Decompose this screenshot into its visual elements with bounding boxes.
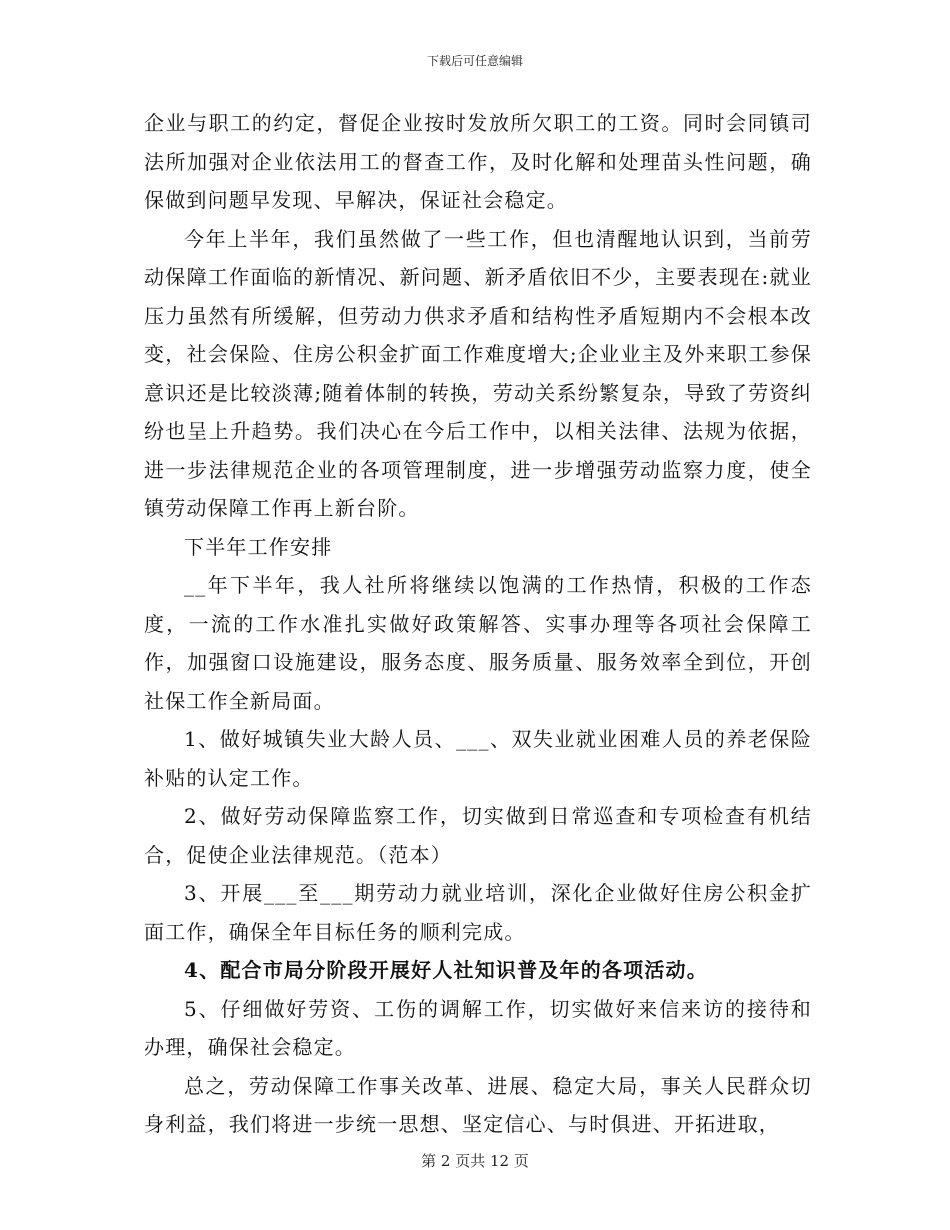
paragraph-continuation: 企业与职工的约定，督促企业按时发放所欠职工的工资。同时会同镇司法所加强对企业依法用工的督查工作，及时化解和处理苗头性问题，确保做到问题早发现、早解决，保证社会稳定。 — [144, 111, 812, 212]
section-heading-second-half-plan: 下半年工作安排 — [184, 534, 333, 559]
paragraph-first-half-review: 今年上半年，我们虽然做了一些工作，但也清醒地认识到，当前劳动保障工作面临的新情况、新问题、新矛盾依旧不少，主要表现在:就业压力虽然有所缓解，但劳动力供求矛盾和结构性矛盾短期内不会根本改变，社会保险、住房公积金扩面工作难度增大;企业业主及外来职工参保意识还是比较淡薄;随着体制的转换，劳动关系纷繁复杂，导致了劳资纠纷也呈上升趋势。我们决心在今后工作中，以相关法律、法规为依据，进一步法律规范企业的各项管理制度，进一步增强劳动监察力度，使全镇劳动保障工作再上新台阶。 — [144, 226, 812, 520]
paragraph-second-half-intro: __年下半年，我人社所将继续以饱满的工作热情，积极的工作态度，一流的工作水准扎实做好政策解答、实事办理等各项社会保障工作，加强窗口设施建设，服务态度、服务质量、服务效率全到位，开创社保工作全新局面。 — [144, 573, 812, 713]
document-body — [144, 104, 812, 1144]
list-item-5: 5、仔细做好劳资、工伤的调解工作，切实做好来信来访的接待和办理，确保社会稳定。 — [144, 996, 812, 1059]
list-item-2: 2、做好劳动保障监察工作，切实做到日常巡查和专项检查有机结合，促使企业法律规范。（范本） — [144, 804, 812, 867]
list-item-4: 4、配合市局分阶段开展好人社知识普及年的各项活动。 — [184, 958, 708, 982]
paragraph-conclusion: 总之，劳动保障工作事关改革、进展、稳定大局，事关人民群众切身利益，我们将进一步统一思想、坚定信心、与时俱进、开拓进取， — [144, 1073, 812, 1136]
list-item-3: 3、开展___至___期劳动力就业培训，深化企业做好住房公积金扩面工作，确保全年目标任务的顺利完成。 — [144, 881, 812, 944]
page-header: 下载后可任意编辑 — [426, 54, 523, 68]
list-item-1: 1、做好城镇失业大龄人员、___、双失业就业困难人员的养老保险补贴的认定工作。 — [144, 727, 812, 790]
page-number-footer: 第 2 页共 12 页 — [421, 1152, 529, 1170]
